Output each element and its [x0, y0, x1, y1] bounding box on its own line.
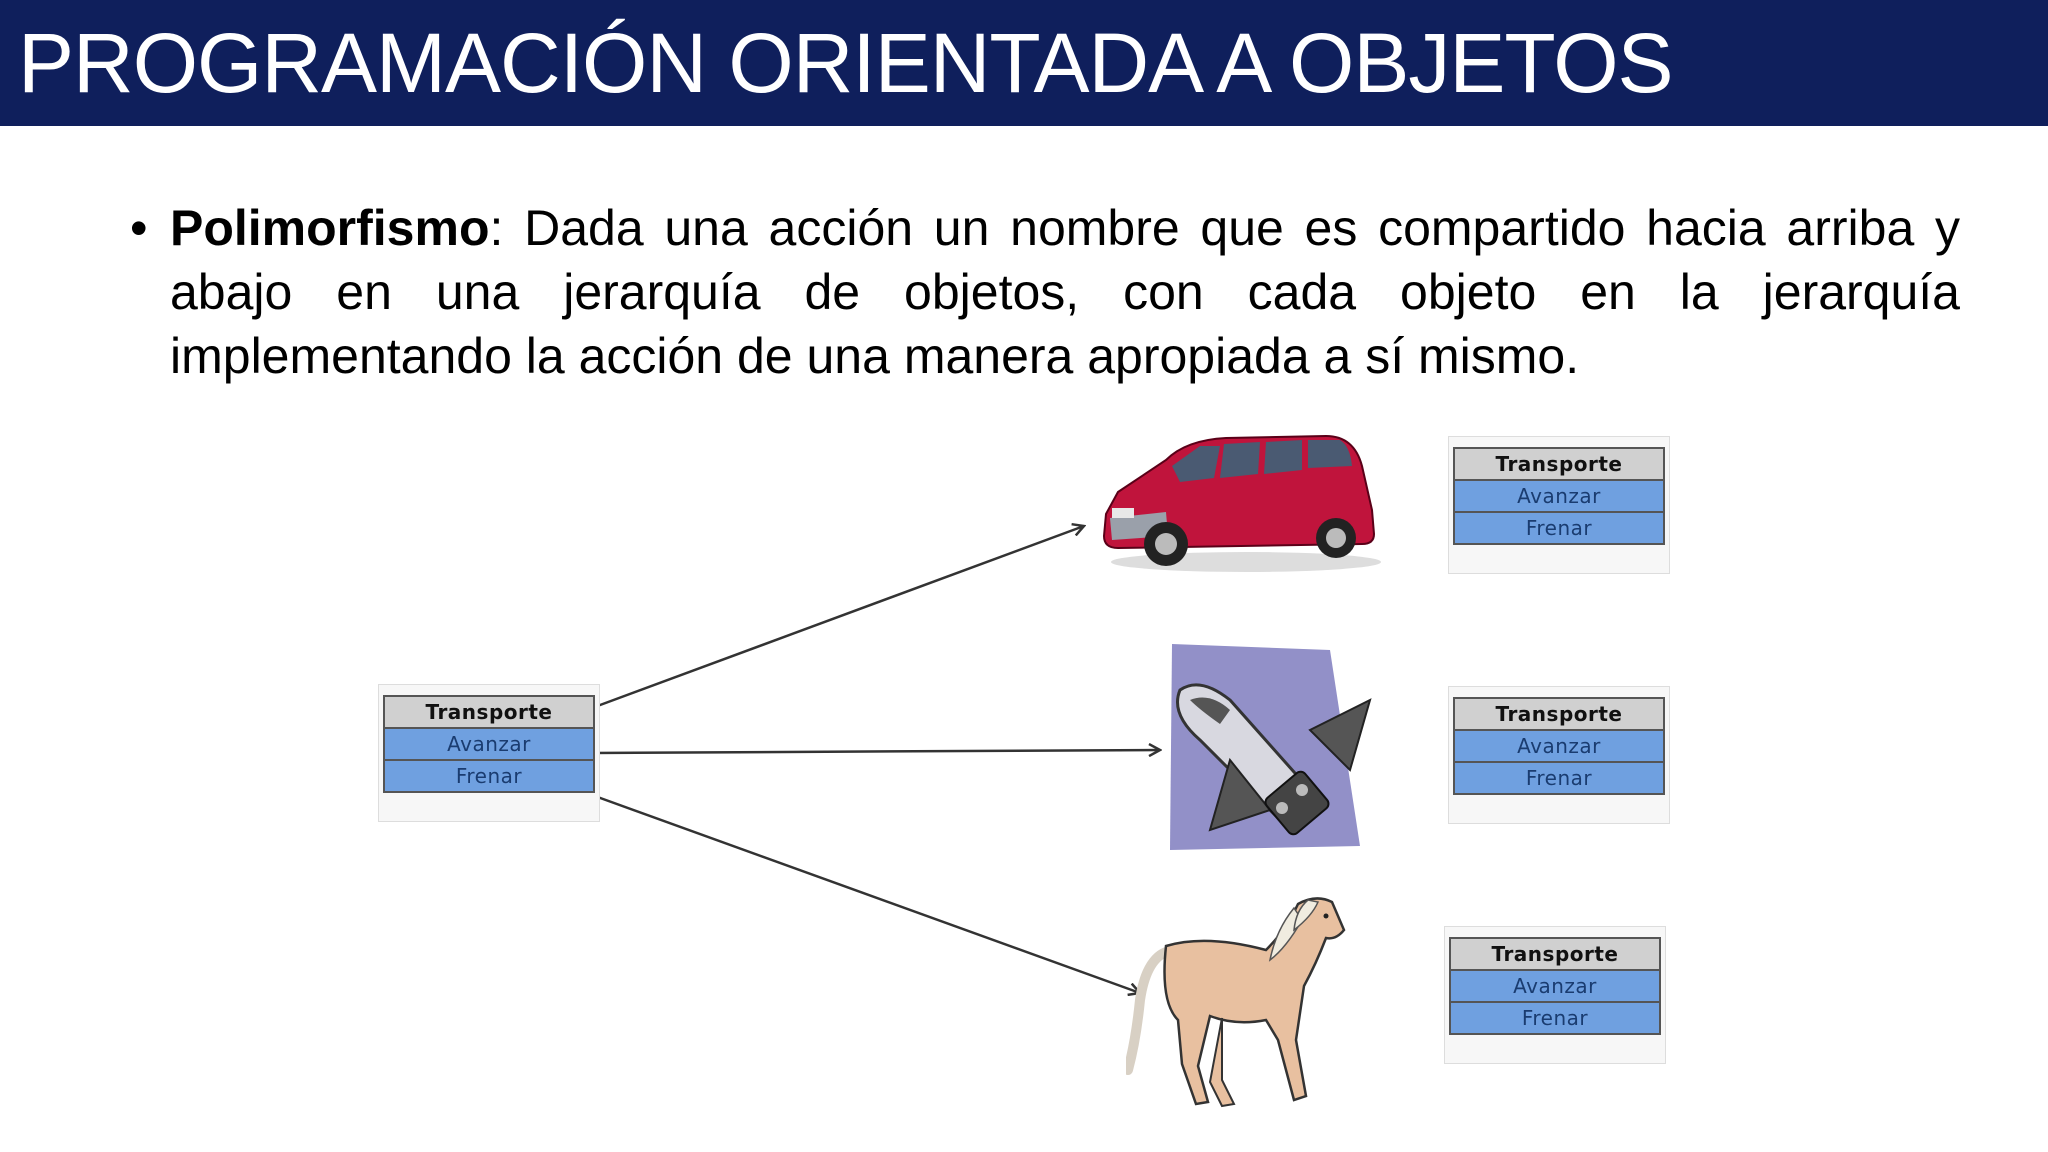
class-name: Transporte: [1453, 447, 1665, 481]
class-name: Transporte: [383, 695, 595, 729]
arrow-to-horse: [592, 795, 1140, 993]
class-operation-frenar: Frenar: [1449, 1003, 1661, 1035]
class-name: Transporte: [1449, 937, 1661, 971]
class-operation-frenar: Frenar: [383, 761, 595, 793]
spaceship-class-box: [1448, 686, 1670, 824]
class-operation-avanzar: Avanzar: [1453, 481, 1665, 513]
class-operation-frenar: Frenar: [1453, 513, 1665, 545]
van-class-box: [1448, 436, 1670, 574]
horse-class-box: [1444, 926, 1666, 1064]
arrow-to-van: [592, 526, 1084, 708]
class-operation-avanzar: Avanzar: [383, 729, 595, 761]
bullet-marker: •: [130, 200, 148, 256]
bullet-term: Polimorfismo: [170, 200, 490, 256]
bullet-definition: : Dada una acción un nombre que es compartido hacia arriba y abajo en una jerarquía de objetos, con cada objeto en la jerarquía implementando la acción de una manera apropiada a sí mismo.: [170, 200, 1960, 384]
arrow-to-spaceship: [592, 750, 1160, 753]
class-operation-avanzar: Avanzar: [1449, 971, 1661, 1003]
van-icon: [1096, 426, 1386, 576]
class-operation-frenar: Frenar: [1453, 763, 1665, 795]
horse-icon: [1126, 890, 1386, 1116]
slide-title: PROGRAMACIÓN ORIENTADA A OBJETOS: [18, 16, 1673, 110]
class-operation-avanzar: Avanzar: [1453, 731, 1665, 763]
class-name: Transporte: [1453, 697, 1665, 731]
spaceship-icon: [1160, 640, 1376, 856]
base-class-box: [378, 684, 600, 822]
